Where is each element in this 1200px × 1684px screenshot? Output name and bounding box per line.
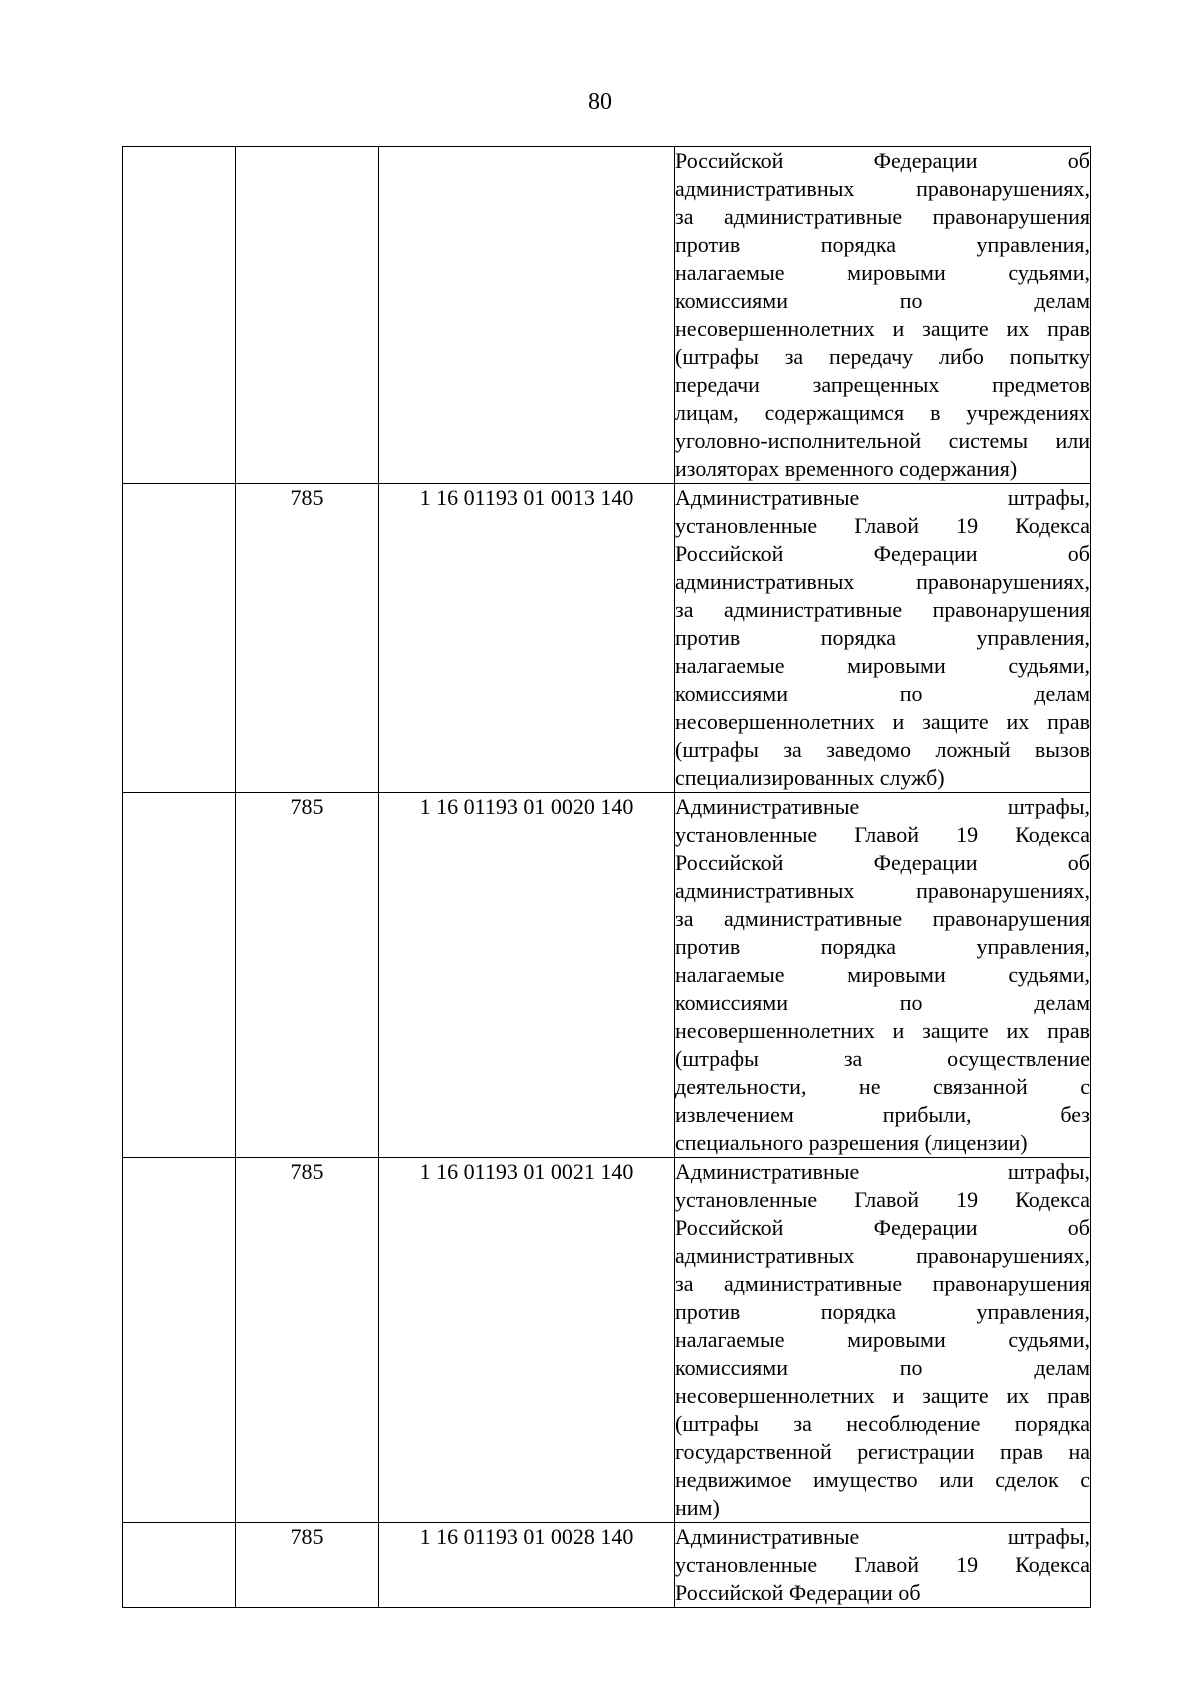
description-line: передачи запрещенных предметов [675,372,1090,397]
description-line: несовершеннолетних и защите их прав [675,1383,1090,1408]
empty-cell [123,147,236,484]
description-line: против порядка управления, [675,934,1090,959]
description-line: Административные штрафы, [675,485,1090,510]
description-line: установленные Главой 19 Кодекса [675,1552,1090,1577]
description-line: (штрафы за несоблюдение порядка [675,1411,1090,1436]
description-line: против порядка управления, [675,625,1090,650]
description-line: налагаемые мировыми судьями, [675,962,1090,987]
description-line: установленные Главой 19 Кодекса [675,1187,1090,1212]
budget-codes-table [122,146,1091,1608]
description-line: государственной регистрации прав на [675,1439,1090,1464]
admin-code-cell: 785 [236,1158,379,1523]
description-line: Административные штрафы, [675,1524,1090,1549]
description-line: (штрафы за осуществление [675,1046,1090,1071]
description-line: административных правонарушениях, [675,1243,1090,1268]
description-line: против порядка управления, [675,1299,1090,1324]
description-line: несовершеннолетних и защите их прав [675,709,1090,734]
description-line: комиссиями по делам [675,1355,1090,1380]
admin-code-cell: 785 [236,793,379,1158]
description-cell [675,1523,1091,1608]
description-line: комиссиями по делам [675,681,1090,706]
description-line: ним) [675,1495,720,1520]
empty-cell [123,1158,236,1523]
admin-code-cell: 785 [236,484,379,793]
description-line: административных правонарушениях, [675,569,1090,594]
description-cell [675,484,1091,793]
description-cell [675,147,1091,484]
description-line: специального разрешения (лицензии) [675,1130,1028,1155]
table-row [123,147,1091,484]
description-line: деятельности, не связанной с [675,1074,1090,1099]
admin-code-cell: 785 [236,1523,379,1608]
description-line: (штрафы за заведомо ложный вызов [675,737,1090,762]
description-line: налагаемые мировыми судьями, [675,653,1090,678]
description-line: специализированных служб) [675,765,945,790]
description-line: установленные Главой 19 Кодекса [675,822,1090,847]
description-line: извлечением прибыли, без [675,1102,1090,1127]
description-line: Российской Федерации об [675,850,1090,875]
description-cell [675,793,1091,1158]
description-line: за административные правонарушения [675,906,1090,931]
kbk-code-cell: 1 16 01193 01 0021 140 [379,1158,675,1523]
table-row [123,484,1091,793]
description-line: недвижимое имущество или сделок с [675,1467,1090,1492]
description-cell [675,1158,1091,1523]
empty-cell [123,793,236,1158]
description-line: против порядка управления, [675,232,1090,257]
description-line: Российской Федерации об [675,1580,921,1605]
description-line: Российской Федерации об [675,1215,1090,1240]
description-line: налагаемые мировыми судьями, [675,1327,1090,1352]
table-row [123,1158,1091,1523]
description-line: несовершеннолетних и защите их прав [675,1018,1090,1043]
description-line: налагаемые мировыми судьями, [675,260,1090,285]
empty-cell [123,484,236,793]
kbk-code-cell: 1 16 01193 01 0028 140 [379,1523,675,1608]
description-line: установленные Главой 19 Кодекса [675,513,1090,538]
description-line: уголовно-исполнительной системы или [675,428,1090,453]
description-line: (штрафы за передачу либо попытку [675,344,1090,369]
description-line: комиссиями по делам [675,990,1090,1015]
empty-cell [123,1523,236,1608]
admin-code-cell [236,147,379,484]
description-line: несовершеннолетних и защите их прав [675,316,1090,341]
description-line: за административные правонарушения [675,1271,1090,1296]
description-line: административных правонарушениях, [675,878,1090,903]
description-line: административных правонарушениях, [675,176,1090,201]
page-number: 80 [588,89,612,115]
description-line: Административные штрафы, [675,1159,1090,1184]
description-line: изоляторах временного содержания) [675,456,1018,481]
description-line: Российской Федерации об [675,541,1090,566]
kbk-code-cell: 1 16 01193 01 0020 140 [379,793,675,1158]
description-line: за административные правонарушения [675,204,1090,229]
table-row [123,793,1091,1158]
table-row [123,1523,1091,1608]
description-line: Административные штрафы, [675,794,1090,819]
description-line: за административные правонарушения [675,597,1090,622]
description-line: лицам, содержащимся в учреждениях [675,400,1090,425]
table-body [123,147,1091,1608]
kbk-code-cell: 1 16 01193 01 0013 140 [379,484,675,793]
kbk-code-cell [379,147,675,484]
description-line: Российской Федерации об [675,148,1090,173]
description-line: комиссиями по делам [675,288,1090,313]
